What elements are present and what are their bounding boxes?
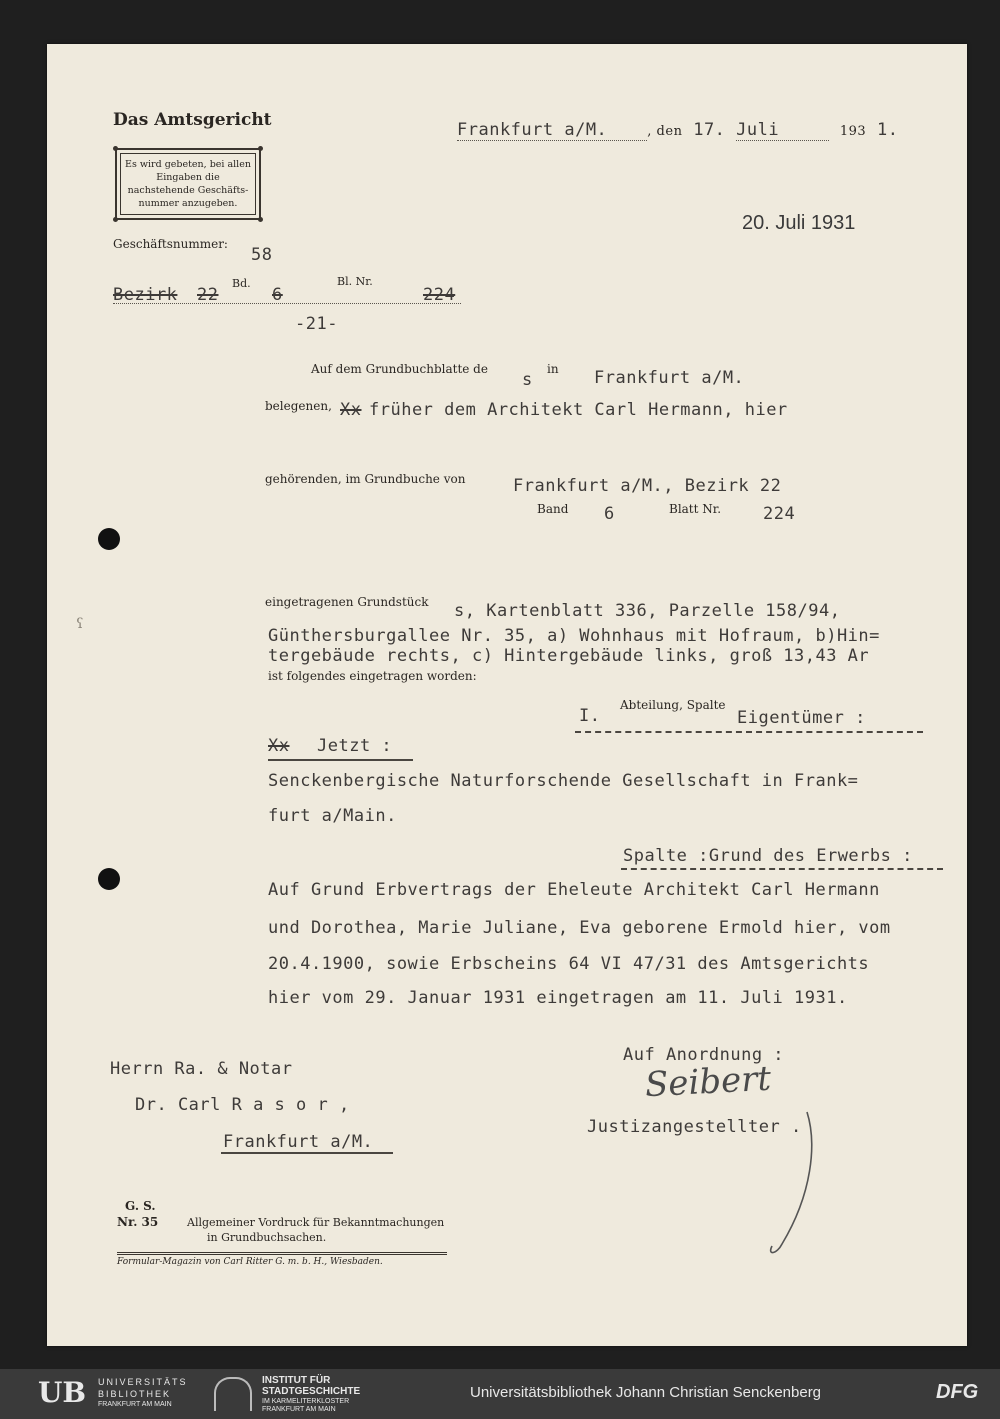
date-year-prefix: 193 — [839, 124, 867, 139]
blatt-label: Blatt Nr. — [669, 502, 722, 516]
footer-bar — [0, 1369, 1000, 1419]
date-prefix: , den — [647, 124, 683, 139]
business-number-label: Geschäftsnummer: — [113, 237, 228, 251]
business-number-value: 58 — [251, 245, 273, 265]
jetzt-label: Jetzt : — [317, 736, 393, 756]
land-register-place: Frankfurt a/M. — [594, 368, 745, 388]
belegen-label: belegenen, — [265, 399, 332, 413]
grundstueck-line3: tergebäude rechts, c) Hintergebäude links, groß 13,43 Ar — [268, 646, 870, 666]
blatt-value: 224 — [763, 504, 796, 524]
gehoerend-place: Frankfurt a/M., Bezirk 22 — [513, 476, 782, 496]
volume-label: Bd. — [232, 277, 251, 290]
sheet-value: 224 — [423, 285, 456, 305]
date-day: 17. — [693, 120, 726, 140]
signature: Seibert — [644, 1058, 773, 1106]
document-page — [47, 44, 967, 1346]
isg-line4: FRANKFURT AM MAIN — [262, 1406, 336, 1413]
dfg-logo: DFG — [936, 1381, 979, 1403]
punch-hole-bottom — [98, 868, 120, 890]
corner-dot — [113, 146, 118, 151]
signer-title: Justizangestellter . — [587, 1117, 802, 1137]
ub-line3: FRANKFURT AM MAIN — [98, 1401, 172, 1408]
sheet-label: Bl. Nr. — [337, 275, 373, 288]
gehoerend-label: gehörenden, im Grundbuche von — [265, 472, 466, 486]
ub-line1: UNIVERSITÄTS — [98, 1377, 188, 1387]
volume-value: 6 — [272, 285, 283, 305]
belegen-strike: Xx — [340, 400, 362, 420]
printer-rule — [117, 1252, 447, 1255]
file-mark: -21- — [295, 314, 338, 334]
corner-dot — [258, 217, 263, 222]
recipient-line1: Herrn Ra. & Notar — [110, 1059, 293, 1079]
erwerb-line2: und Dorothea, Marie Juliane, Eva geborene Ermold hier, vom — [268, 918, 891, 938]
punch-hole-top — [98, 528, 120, 550]
band-label: Band — [537, 502, 569, 516]
form-description-line1: Allgemeiner Vordruck für Bekanntmachungen — [187, 1216, 445, 1229]
date-year-suffix: 1. — [876, 120, 899, 140]
corner-dot — [113, 217, 118, 222]
isg-line1: INSTITUT FÜR — [262, 1375, 331, 1386]
spalte-underline — [621, 868, 943, 870]
pencil-mark: ʕ — [76, 616, 84, 632]
court-header: Das Amtsgericht — [113, 110, 272, 130]
erwerb-line3: 20.4.1900, sowie Erbscheins 64 VI 47/31 des Amtsgerichts — [268, 954, 870, 974]
recipient-underline — [221, 1152, 393, 1154]
printer-line: Formular-Magazin von Carl Ritter G. m. b. H., Wiesbaden. — [117, 1257, 383, 1267]
belegen-text: früher dem Architekt Carl Hermann, hier — [369, 400, 788, 420]
spalte-heading: Spalte :Grund des Erwerbs : — [623, 846, 913, 866]
isg-logo-icon — [214, 1377, 252, 1411]
erwerb-line4: hier vom 29. Januar 1931 eingetragen am 11. Juli 1931. — [268, 988, 848, 1008]
received-stamp: 20. Juli 1931 — [742, 212, 856, 234]
isg-line3: IM KARMELITERKLOSTER — [262, 1398, 350, 1405]
grundstueck-line2: Günthersburgallee Nr. 35, a) Wohnhaus mit Hofraum, b)Hin= — [268, 626, 880, 646]
band-value: 6 — [604, 504, 615, 524]
owner-line2: furt a/Main. — [268, 806, 397, 826]
erwerb-line1: Auf Grund Erbvertrags der Eheleute Architekt Carl Hermann — [268, 880, 880, 900]
notice-text: Es wird gebeten, bei allen Eingaben die nachstehende Geschäfts-nummer anzugeben. — [125, 159, 251, 209]
abteilung-value: Eigentümer : — [737, 708, 866, 728]
corner-dot — [258, 146, 263, 151]
footer-center-text: Universitätsbibliothek Johann Christian Senckenberg — [470, 1384, 822, 1401]
abteilung-number: I. — [579, 706, 601, 726]
land-register-suffix: s — [522, 370, 533, 390]
owner-line1: Senckenbergische Naturforschende Gesellschaft in Frank= — [268, 771, 859, 791]
recipient-line3: Frankfurt a/M. — [223, 1132, 374, 1152]
abteilung-underline — [575, 731, 923, 733]
isg-line2: STADTGESCHICHTE — [262, 1386, 361, 1397]
district-underline — [113, 303, 461, 304]
recipient-line2: Dr. Carl R a s o r , — [135, 1095, 350, 1115]
form-code-line1: G. S. — [125, 1199, 156, 1213]
jetzt-strike: Xx — [268, 736, 290, 756]
abteilung-label: Abteilung, Spalte — [620, 698, 726, 712]
land-register-in: in — [547, 362, 559, 376]
notice-box — [115, 148, 261, 220]
ub-line2: BIBLIOTHEK — [98, 1389, 172, 1399]
form-code-line2: Nr. 35 — [117, 1215, 159, 1229]
folgendes-label: ist folgendes eingetragen worden: — [268, 669, 477, 683]
jetzt-underline — [268, 759, 413, 761]
date-month: Juli — [736, 120, 829, 141]
anordnung: Auf Anordnung : — [623, 1045, 785, 1065]
place-line — [457, 120, 898, 140]
place: Frankfurt a/M. — [457, 120, 647, 141]
grundstueck-line1: s, Kartenblatt 336, Parzelle 158/94, — [454, 601, 841, 621]
form-description-line2: in Grundbuchsachen. — [207, 1231, 327, 1244]
district-label: Bezirk — [113, 285, 178, 305]
land-register-label: Auf dem Grundbuchblatte de — [311, 362, 488, 376]
district-value: 22 — [197, 285, 219, 305]
ub-logo: UB — [38, 1376, 87, 1409]
grundstueck-label: eingetragenen Grundstück — [265, 595, 429, 609]
